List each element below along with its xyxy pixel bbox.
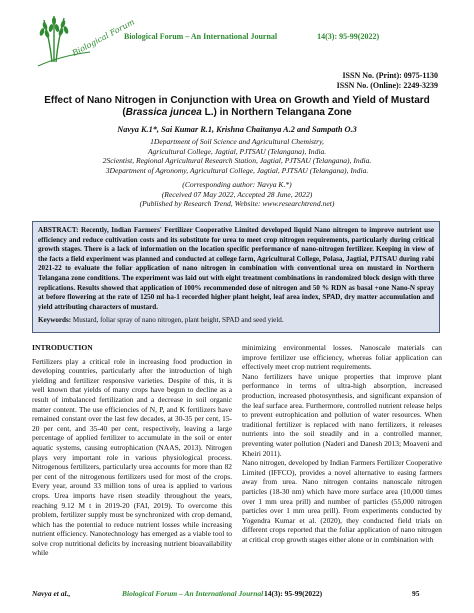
intro-paragraph: Fertilizers play a critical role in increasing food production in developing countries, particularly after the introduction of high yielding and fertilizer responsive varieties. Despite of this, it is well known that yields of many crops have begun to decline as a result of imbalanced fertilization and a decrease in soil organic matter content. The use efficiencies of N, P, and K fertilizers have remained constant over the last few decades, at 30-35 per cent, 15-20 per cent, and 35-40 per cent, respectively, leaving a large percentage of applied fertilizer to accumulate in the soil or enter aquatic systems, causing eutrophication (NAAS, 2013). Nitrogen plays very important role in various physiological process. Nitrogenous fertilizers, particularly urea accounts for more than 82 per cent of the nitrogenous fertilizers used for most of the crops. Every year, around 33 million tons of urea is applied to various crops. Urea imports have risen steadily throughout the years, reaching 9.12 M t in 2019-20 (FAI, 2019). To overcome this problem, fertilizer supply must be synchronized with crop demand, which has the potential to reduce nutrient losses while increasing nutrient efficiency. Nanotechnology has emerged as a viable tool to solve crop nutritional deficits by increasing nutrient bioavailability while: [32, 356, 232, 558]
abstract-box: [32, 221, 440, 333]
running-header: [124, 32, 379, 41]
keywords-text: Mustard, foliar spray of nano nitrogen, plant height, SPAD and seed yield.: [71, 316, 284, 325]
issn-online: ISSN No. (Online): 2249-3239: [336, 81, 438, 90]
body-paragraph-2: Nano fertilizers have unique properties that improve plant performance in terms of ultra-high absorption, increased production, increased photosynthesis, and significant expansion of the leaf surface area. Furthermore, controlled nutrient release helps to prevent eutrophication and pollution of water resources. When traditional fertilizer is replaced with nano fertilizers, it releases nutrients into the soil steadily and in a controlled manner, preventing water pollution (Naderi and Danesh 2013; Moaveni and Kheiri 2011).: [242, 371, 442, 458]
title-line-1: Effect of Nano Nitrogen in Conjunction with Urea on Growth and Yield of Mustard: [44, 95, 430, 106]
body-column-right: [242, 343, 442, 544]
title-paren: (: [122, 107, 126, 118]
logo-text: Biological Forum: [70, 17, 137, 58]
article-meta: [32, 180, 442, 209]
received-dates: (Received 07 May 2022, Accepted 28 June, 2022): [161, 189, 313, 199]
abstract-text: ABSTRACT: Recently, Indian Farmers' Fertilizer Cooperative Limited developed liquid Nano nitrogen to improve nutrient use efficiency and reduce cultivation costs and its substitute for urea to meet crop nitrogen requirements, particularly during critical growth stages. There is a lack of information on the location specific performance of nano-nitrogen fertilizer. Keeping in view of the facts a field experiment was planned and conducted at college farm, Agricultural College, Polasa, Jagtial, PJTSAU during rabi 2021-22 to evaluate the foliar application of nano nitrogen in combination with conventional urea on mustard in Northern Telangana zone conditions. The experiment was laid out with eight treatment combinations in randomized block design with three replications. Results showed that application of 100% recommended dose of nitrogen and 50 % RDN as basal +one Nano-N spray at before flowering at the rate of 1250 ml ha-1 recorded higher plant height, leaf area index, SPAD, dry matter accumulation and yield attributing characters of mustard.: [38, 226, 434, 311]
wheat-icon: [30, 12, 137, 72]
title-line-2-rest: L.) in Northern Telangana Zone: [201, 107, 352, 118]
footer-issue: 14(3): 95-99(2022): [264, 589, 323, 598]
section-heading-introduction: INTRODUCTION: [32, 343, 93, 352]
affiliation-2: 2Scientist, Regional Agricultural Research Station, Jagtial, PJTSAU (Telangana), India.: [102, 156, 372, 165]
journal-name: Biological Forum – An International Journal: [124, 32, 278, 41]
corresponding-author: (Corresponding author: Navya K.*): [182, 180, 292, 189]
page-number: 95: [412, 589, 420, 598]
keywords-label: Keywords:: [38, 316, 72, 325]
title-line-2: [32, 107, 442, 119]
species-name: Brassica juncea: [125, 107, 202, 118]
body-paragraph-1: minimizing environmental losses. Nanoscale materials can improve fertilizer use efficiency, whereas foliar application can effectively meet crop nutrient requirements.: [242, 343, 442, 372]
body-column-left: [32, 343, 232, 558]
affiliation-1a: 1Department of Soil Science and Agricultural Chemistry,: [150, 137, 324, 146]
affiliation-3: 3Department of Agronomy, Agricultural College, Jagtial, PJTSAU (Telangana), India.: [105, 165, 369, 175]
affiliation-1b: Agricultural College, Jagtial, PJTSAU (Telangana), India.: [147, 146, 327, 156]
article-title: [32, 95, 442, 119]
journal-logo: [30, 12, 137, 72]
publisher-line: (Published by Research Trend, Website: www.researchtrend.net): [139, 199, 335, 208]
issn-print: ISSN No. (Print): 0975-1130: [342, 71, 438, 80]
issue-reference: 14(3): 95-99(2022): [317, 32, 380, 41]
footer-authors: Navya et al.,: [32, 589, 71, 598]
body-paragraph-3: Nano nitrogen, developed by Indian Farmers Fertilizer Cooperative Limited (IFFCO), provides a novel alternative to easing farmers away from urea. Nano nitrogen contains nanoscale nitrogen particles (18-30 nm) which have more surface area (10,000 times over 1 mm urea prill) and number of particles (55,000 nitrogen particles over 1 mm urea prill). From experiments conducted by Yogendra Kumar et al. (2020), they conducted field trials on different crops reported that the foliar application of nano nitrogen at critical crop growth stages either alone or in combination with: [242, 458, 442, 544]
footer-journal: Biological Forum – An International Journal: [122, 589, 264, 598]
author-list: Navya K.1*, Sai Kumar R.1, Krishna Chaitanya A.2 and Sampath O.3: [117, 125, 357, 134]
keywords-line: [38, 316, 434, 326]
